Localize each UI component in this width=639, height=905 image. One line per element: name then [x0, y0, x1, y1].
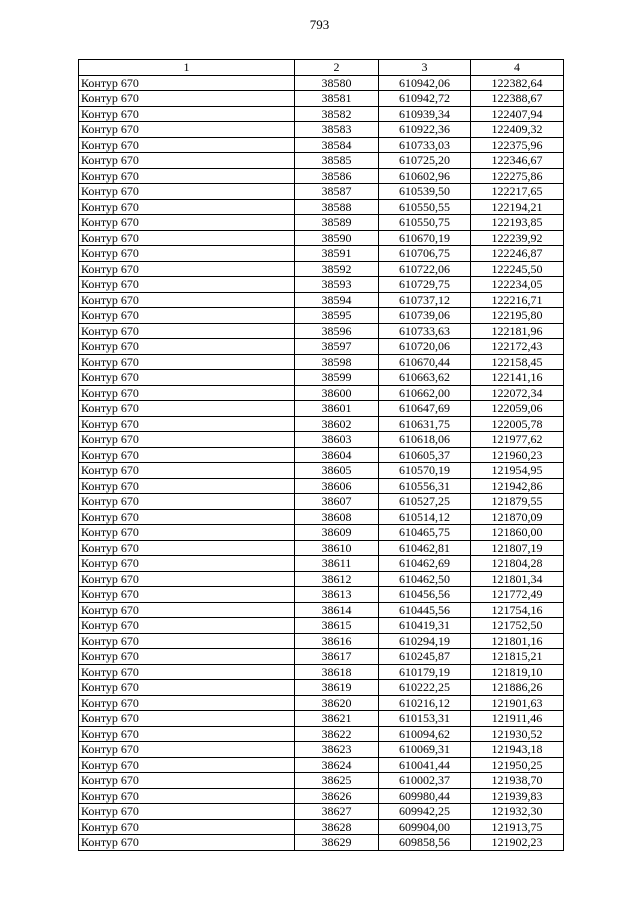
y-coordinate-cell: 122407,94 — [471, 106, 564, 122]
point-number-cell: 38595 — [295, 308, 379, 324]
y-coordinate-cell: 122059,06 — [471, 401, 564, 417]
table-row — [79, 277, 564, 293]
contour-name-cell: Контур 670 — [79, 75, 295, 91]
table-row — [79, 106, 564, 122]
x-coordinate-cell: 609980,44 — [379, 788, 471, 804]
y-coordinate-cell: 121960,23 — [471, 447, 564, 463]
x-coordinate-cell: 610605,37 — [379, 447, 471, 463]
point-number-cell: 38624 — [295, 757, 379, 773]
x-coordinate-cell: 610942,06 — [379, 75, 471, 91]
contour-name-cell: Контур 670 — [79, 292, 295, 308]
contour-name-cell: Контур 670 — [79, 354, 295, 370]
y-coordinate-cell: 122216,71 — [471, 292, 564, 308]
table-row — [79, 91, 564, 107]
x-coordinate-cell: 610002,37 — [379, 773, 471, 789]
table-row — [79, 540, 564, 556]
y-coordinate-cell: 121901,63 — [471, 695, 564, 711]
point-number-cell: 38619 — [295, 680, 379, 696]
contour-name-cell: Контур 670 — [79, 525, 295, 541]
point-number-cell: 38580 — [295, 75, 379, 91]
table-row — [79, 246, 564, 262]
x-coordinate-cell: 610647,69 — [379, 401, 471, 417]
contour-name-cell: Контур 670 — [79, 726, 295, 742]
table-row — [79, 308, 564, 324]
x-coordinate-cell: 610663,62 — [379, 370, 471, 386]
table-row — [79, 618, 564, 634]
point-number-cell: 38615 — [295, 618, 379, 634]
contour-name-cell: Контур 670 — [79, 680, 295, 696]
x-coordinate-cell: 610153,31 — [379, 711, 471, 727]
x-coordinate-cell: 610602,96 — [379, 168, 471, 184]
y-coordinate-cell: 121879,55 — [471, 494, 564, 510]
contour-name-cell: Контур 670 — [79, 122, 295, 138]
table-row — [79, 835, 564, 851]
contour-name-cell: Контур 670 — [79, 153, 295, 169]
contour-name-cell: Контур 670 — [79, 478, 295, 494]
table-row — [79, 370, 564, 386]
contour-name-cell: Контур 670 — [79, 695, 295, 711]
table-row — [79, 726, 564, 742]
contour-name-cell: Контур 670 — [79, 277, 295, 293]
point-number-cell: 38585 — [295, 153, 379, 169]
y-coordinate-cell: 122072,34 — [471, 385, 564, 401]
x-coordinate-cell: 610662,00 — [379, 385, 471, 401]
table-row — [79, 153, 564, 169]
page-number: 793 — [309, 17, 330, 32]
y-coordinate-cell: 122275,86 — [471, 168, 564, 184]
table-row — [79, 122, 564, 138]
y-coordinate-cell: 121801,16 — [471, 633, 564, 649]
y-coordinate-cell: 121932,30 — [471, 804, 564, 820]
contour-name-cell: Контур 670 — [79, 184, 295, 200]
table-row — [79, 649, 564, 665]
y-coordinate-cell: 121819,10 — [471, 664, 564, 680]
x-coordinate-cell: 610737,12 — [379, 292, 471, 308]
point-number-cell: 38600 — [295, 385, 379, 401]
y-coordinate-cell: 121911,46 — [471, 711, 564, 727]
x-coordinate-cell: 610670,19 — [379, 230, 471, 246]
y-coordinate-cell: 121886,26 — [471, 680, 564, 696]
table-row — [79, 401, 564, 417]
point-number-cell: 38602 — [295, 416, 379, 432]
y-coordinate-cell: 122195,80 — [471, 308, 564, 324]
x-coordinate-cell: 610294,19 — [379, 633, 471, 649]
contour-name-cell: Контур 670 — [79, 230, 295, 246]
table-row — [79, 463, 564, 479]
x-coordinate-cell: 610465,75 — [379, 525, 471, 541]
point-number-cell: 38603 — [295, 432, 379, 448]
table-row — [79, 137, 564, 153]
y-coordinate-cell: 121772,49 — [471, 587, 564, 603]
y-coordinate-cell: 121942,86 — [471, 478, 564, 494]
x-coordinate-cell: 610722,06 — [379, 261, 471, 277]
contour-name-cell: Контур 670 — [79, 261, 295, 277]
x-coordinate-cell: 610179,19 — [379, 664, 471, 680]
contour-name-cell: Контур 670 — [79, 757, 295, 773]
point-number-cell: 38592 — [295, 261, 379, 277]
y-coordinate-cell: 122382,64 — [471, 75, 564, 91]
x-coordinate-cell: 610216,12 — [379, 695, 471, 711]
table-row — [79, 695, 564, 711]
x-coordinate-cell: 610245,87 — [379, 649, 471, 665]
column-header-1: 1 — [79, 60, 295, 76]
point-number-cell: 38606 — [295, 478, 379, 494]
x-coordinate-cell: 610706,75 — [379, 246, 471, 262]
point-number-cell: 38594 — [295, 292, 379, 308]
table-row — [79, 509, 564, 525]
y-coordinate-cell: 121977,62 — [471, 432, 564, 448]
y-coordinate-cell: 122141,16 — [471, 370, 564, 386]
table-row — [79, 447, 564, 463]
contour-name-cell: Контур 670 — [79, 509, 295, 525]
contour-name-cell: Контур 670 — [79, 556, 295, 572]
x-coordinate-cell: 610570,19 — [379, 463, 471, 479]
point-number-cell: 38612 — [295, 571, 379, 587]
contour-name-cell: Контур 670 — [79, 308, 295, 324]
x-coordinate-cell: 610514,12 — [379, 509, 471, 525]
contour-name-cell: Контур 670 — [79, 788, 295, 804]
point-number-cell: 38587 — [295, 184, 379, 200]
point-number-cell: 38604 — [295, 447, 379, 463]
x-coordinate-cell: 610550,75 — [379, 215, 471, 231]
point-number-cell: 38582 — [295, 106, 379, 122]
contour-name-cell: Контур 670 — [79, 602, 295, 618]
point-number-cell: 38618 — [295, 664, 379, 680]
contour-name-cell: Контур 670 — [79, 106, 295, 122]
point-number-cell: 38621 — [295, 711, 379, 727]
x-coordinate-cell: 610939,34 — [379, 106, 471, 122]
point-number-cell: 38598 — [295, 354, 379, 370]
x-coordinate-cell: 610922,36 — [379, 122, 471, 138]
table-row — [79, 199, 564, 215]
x-coordinate-cell: 609858,56 — [379, 835, 471, 851]
table-row — [79, 354, 564, 370]
table-row — [79, 633, 564, 649]
contour-name-cell: Контур 670 — [79, 711, 295, 727]
table-row — [79, 788, 564, 804]
x-coordinate-cell: 609904,00 — [379, 819, 471, 835]
contour-name-cell: Контур 670 — [79, 91, 295, 107]
y-coordinate-cell: 122217,65 — [471, 184, 564, 200]
point-number-cell: 38588 — [295, 199, 379, 215]
table-row — [79, 416, 564, 432]
x-coordinate-cell: 610733,03 — [379, 137, 471, 153]
y-coordinate-cell: 122194,21 — [471, 199, 564, 215]
y-coordinate-cell: 121870,09 — [471, 509, 564, 525]
y-coordinate-cell: 121860,00 — [471, 525, 564, 541]
y-coordinate-cell: 121954,95 — [471, 463, 564, 479]
table-row — [79, 292, 564, 308]
contour-name-cell: Контур 670 — [79, 199, 295, 215]
y-coordinate-cell: 122246,87 — [471, 246, 564, 262]
x-coordinate-cell: 610462,69 — [379, 556, 471, 572]
contour-name-cell: Контур 670 — [79, 587, 295, 603]
contour-name-cell: Контур 670 — [79, 401, 295, 417]
y-coordinate-cell: 121938,70 — [471, 773, 564, 789]
y-coordinate-cell: 122375,96 — [471, 137, 564, 153]
contour-name-cell: Контур 670 — [79, 571, 295, 587]
table-body — [79, 75, 564, 850]
table-row — [79, 323, 564, 339]
point-number-cell: 38623 — [295, 742, 379, 758]
point-number-cell: 38625 — [295, 773, 379, 789]
table-row — [79, 494, 564, 510]
y-coordinate-cell: 122388,67 — [471, 91, 564, 107]
x-coordinate-cell: 610556,31 — [379, 478, 471, 494]
table-header-row — [79, 60, 564, 76]
point-number-cell: 38593 — [295, 277, 379, 293]
table-row — [79, 230, 564, 246]
contour-name-cell: Контур 670 — [79, 246, 295, 262]
point-number-cell: 38589 — [295, 215, 379, 231]
column-header-3: 3 — [379, 60, 471, 76]
point-number-cell: 38608 — [295, 509, 379, 525]
point-number-cell: 38620 — [295, 695, 379, 711]
table-row — [79, 602, 564, 618]
x-coordinate-cell: 610729,75 — [379, 277, 471, 293]
x-coordinate-cell: 610445,56 — [379, 602, 471, 618]
y-coordinate-cell: 121752,50 — [471, 618, 564, 634]
point-number-cell: 38627 — [295, 804, 379, 820]
point-number-cell: 38616 — [295, 633, 379, 649]
x-coordinate-cell: 610094,62 — [379, 726, 471, 742]
contour-name-cell: Контур 670 — [79, 168, 295, 184]
contour-name-cell: Контур 670 — [79, 633, 295, 649]
point-number-cell: 38610 — [295, 540, 379, 556]
y-coordinate-cell: 122234,05 — [471, 277, 564, 293]
y-coordinate-cell: 121804,28 — [471, 556, 564, 572]
contour-name-cell: Контур 670 — [79, 370, 295, 386]
table-row — [79, 773, 564, 789]
table-row — [79, 571, 564, 587]
contour-name-cell: Контур 670 — [79, 385, 295, 401]
table-row — [79, 711, 564, 727]
y-coordinate-cell: 122181,96 — [471, 323, 564, 339]
x-coordinate-cell: 610631,75 — [379, 416, 471, 432]
y-coordinate-cell: 122245,50 — [471, 261, 564, 277]
point-number-cell: 38607 — [295, 494, 379, 510]
point-number-cell: 38581 — [295, 91, 379, 107]
x-coordinate-cell: 610618,06 — [379, 432, 471, 448]
table-row — [79, 742, 564, 758]
y-coordinate-cell: 121902,23 — [471, 835, 564, 851]
point-number-cell: 38583 — [295, 122, 379, 138]
point-number-cell: 38597 — [295, 339, 379, 355]
column-header-2: 2 — [295, 60, 379, 76]
contour-name-cell: Контур 670 — [79, 773, 295, 789]
contour-name-cell: Контур 670 — [79, 494, 295, 510]
x-coordinate-cell: 610462,81 — [379, 540, 471, 556]
table-row — [79, 432, 564, 448]
contour-name-cell: Контур 670 — [79, 339, 295, 355]
y-coordinate-cell: 121950,25 — [471, 757, 564, 773]
x-coordinate-cell: 610069,31 — [379, 742, 471, 758]
contour-name-cell: Контур 670 — [79, 540, 295, 556]
table-row — [79, 215, 564, 231]
contour-name-cell: Контур 670 — [79, 323, 295, 339]
point-number-cell: 38617 — [295, 649, 379, 665]
y-coordinate-cell: 122346,67 — [471, 153, 564, 169]
table-row — [79, 819, 564, 835]
point-number-cell: 38601 — [295, 401, 379, 417]
point-number-cell: 38614 — [295, 602, 379, 618]
table-row — [79, 587, 564, 603]
point-number-cell: 38626 — [295, 788, 379, 804]
y-coordinate-cell: 122193,85 — [471, 215, 564, 231]
contour-name-cell: Контур 670 — [79, 463, 295, 479]
x-coordinate-cell: 610539,50 — [379, 184, 471, 200]
y-coordinate-cell: 121939,83 — [471, 788, 564, 804]
contour-name-cell: Контур 670 — [79, 416, 295, 432]
point-number-cell: 38599 — [295, 370, 379, 386]
x-coordinate-cell: 609942,25 — [379, 804, 471, 820]
y-coordinate-cell: 121815,21 — [471, 649, 564, 665]
point-number-cell: 38622 — [295, 726, 379, 742]
contour-name-cell: Контур 670 — [79, 819, 295, 835]
contour-name-cell: Контур 670 — [79, 432, 295, 448]
x-coordinate-cell: 610733,63 — [379, 323, 471, 339]
y-coordinate-cell: 122158,45 — [471, 354, 564, 370]
contour-name-cell: Контур 670 — [79, 137, 295, 153]
table-row — [79, 184, 564, 200]
table-row — [79, 680, 564, 696]
point-number-cell: 38596 — [295, 323, 379, 339]
y-coordinate-cell: 121930,52 — [471, 726, 564, 742]
contour-name-cell: Контур 670 — [79, 664, 295, 680]
coordinates-table — [78, 59, 564, 851]
x-coordinate-cell: 610462,50 — [379, 571, 471, 587]
table-row — [79, 478, 564, 494]
x-coordinate-cell: 610670,44 — [379, 354, 471, 370]
point-number-cell: 38609 — [295, 525, 379, 541]
table-row — [79, 556, 564, 572]
x-coordinate-cell: 610550,55 — [379, 199, 471, 215]
table-row — [79, 75, 564, 91]
x-coordinate-cell: 610527,25 — [379, 494, 471, 510]
y-coordinate-cell: 122409,32 — [471, 122, 564, 138]
column-header-4: 4 — [471, 60, 564, 76]
y-coordinate-cell: 121943,18 — [471, 742, 564, 758]
contour-name-cell: Контур 670 — [79, 835, 295, 851]
point-number-cell: 38629 — [295, 835, 379, 851]
y-coordinate-cell: 121801,34 — [471, 571, 564, 587]
x-coordinate-cell: 610041,44 — [379, 757, 471, 773]
x-coordinate-cell: 610456,56 — [379, 587, 471, 603]
point-number-cell: 38628 — [295, 819, 379, 835]
point-number-cell: 38613 — [295, 587, 379, 603]
y-coordinate-cell: 121754,16 — [471, 602, 564, 618]
contour-name-cell: Контур 670 — [79, 447, 295, 463]
table-row — [79, 339, 564, 355]
contour-name-cell: Контур 670 — [79, 215, 295, 231]
point-number-cell: 38591 — [295, 246, 379, 262]
point-number-cell: 38584 — [295, 137, 379, 153]
table-row — [79, 261, 564, 277]
x-coordinate-cell: 610419,31 — [379, 618, 471, 634]
table-row — [79, 168, 564, 184]
contour-name-cell: Контур 670 — [79, 804, 295, 820]
x-coordinate-cell: 610222,25 — [379, 680, 471, 696]
y-coordinate-cell: 122005,78 — [471, 416, 564, 432]
table-row — [79, 804, 564, 820]
y-coordinate-cell: 121913,75 — [471, 819, 564, 835]
contour-name-cell: Контур 670 — [79, 618, 295, 634]
x-coordinate-cell: 610720,06 — [379, 339, 471, 355]
table-row — [79, 525, 564, 541]
x-coordinate-cell: 610942,72 — [379, 91, 471, 107]
x-coordinate-cell: 610725,20 — [379, 153, 471, 169]
y-coordinate-cell: 122239,92 — [471, 230, 564, 246]
y-coordinate-cell: 122172,43 — [471, 339, 564, 355]
point-number-cell: 38611 — [295, 556, 379, 572]
point-number-cell: 38605 — [295, 463, 379, 479]
contour-name-cell: Контур 670 — [79, 649, 295, 665]
contour-name-cell: Контур 670 — [79, 742, 295, 758]
point-number-cell: 38586 — [295, 168, 379, 184]
table-row — [79, 757, 564, 773]
x-coordinate-cell: 610739,06 — [379, 308, 471, 324]
table-row — [79, 385, 564, 401]
table-row — [79, 664, 564, 680]
point-number-cell: 38590 — [295, 230, 379, 246]
y-coordinate-cell: 121807,19 — [471, 540, 564, 556]
